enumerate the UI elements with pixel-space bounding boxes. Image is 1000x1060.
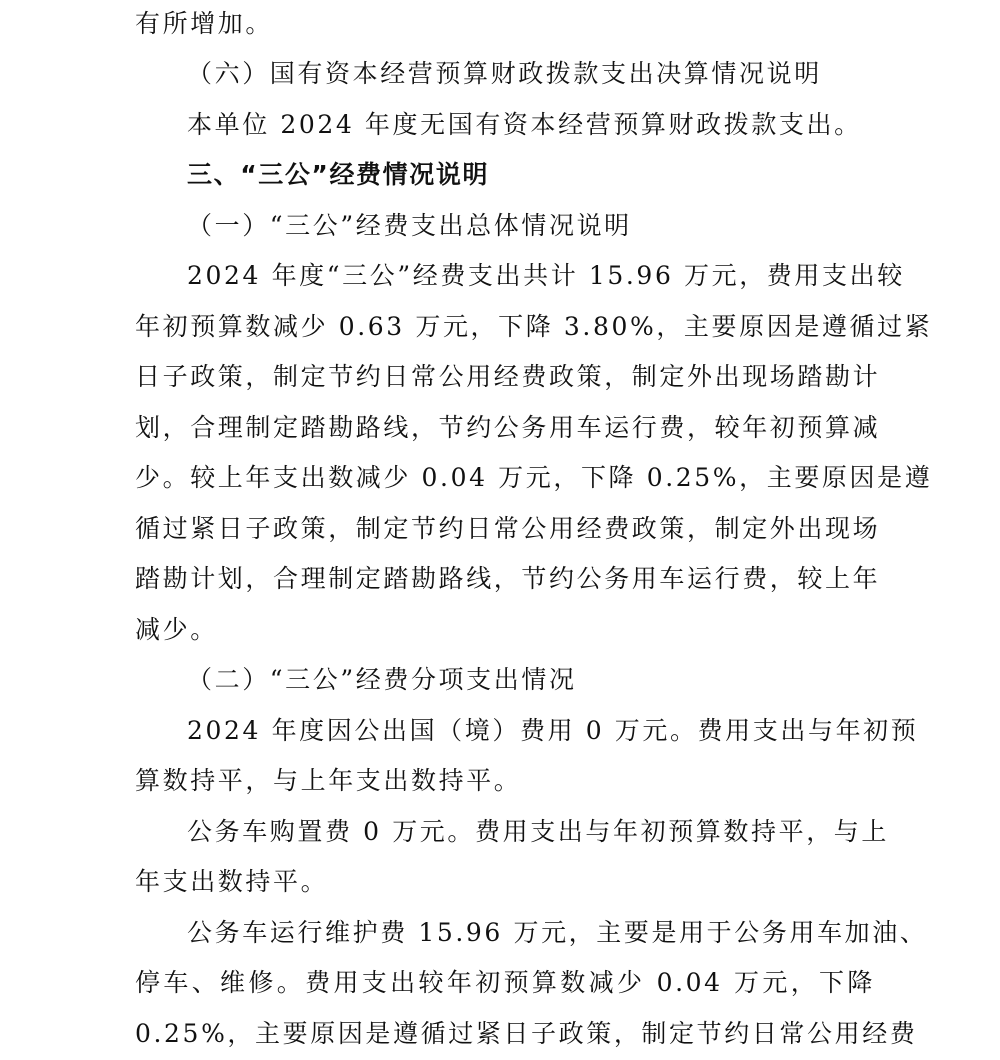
paragraph-line: 日子政策，制定节约日常公用经费政策，制定外出现场踏勘计	[135, 362, 881, 391]
paragraph-line: 0.25%，主要原因是遵循过紧日子政策，制定节约日常公用经费	[135, 1019, 918, 1048]
paragraph-line: 踏勘计划，合理制定踏勘路线，节约公务用车运行费，较上年	[135, 564, 881, 593]
paragraph-line: 循过紧日子政策，制定节约日常公用经费政策，制定外出现场	[135, 514, 881, 543]
subsection-heading-2: （二）“三公”经费分项支出情况	[187, 665, 577, 694]
paragraph-line: 年初预算数减少 0.63 万元，下降 3.80%，主要原因是遵循过紧	[135, 312, 933, 341]
paragraph-line: 年支出数持平。	[135, 867, 329, 896]
paragraph-line: 公务车购置费 0 万元。费用支出与年初预算数持平，与上	[187, 817, 890, 846]
paragraph-continuation: 有所增加。	[135, 9, 274, 38]
section-heading-3: 三、“三公”经费情况说明	[187, 160, 490, 189]
paragraph-line: 2024 年度“三公”经费支出共计 15.96 万元，费用支出较	[187, 261, 905, 290]
paragraph-line: 算数持平，与上年支出数持平。	[135, 766, 522, 795]
paragraph-line: 少。较上年支出数减少 0.04 万元，下降 0.25%，主要原因是遵	[135, 463, 933, 492]
paragraph-line: 减少。	[135, 615, 218, 644]
section-heading-6: （六）国有资本经营预算财政拨款支出决算情况说明	[187, 59, 822, 88]
paragraph-line: 2024 年度因公出国（境）费用 0 万元。费用支出与年初预	[187, 716, 919, 745]
subsection-heading-1: （一）“三公”经费支出总体情况说明	[187, 211, 632, 240]
paragraph-line: 本单位 2024 年度无国有资本经营预算财政拨款支出。	[187, 110, 862, 139]
paragraph-line: 划，合理制定踏勘路线，节约公务用车运行费，较年初预算减	[135, 413, 881, 442]
paragraph-line: 公务车运行维护费 15.96 万元，主要是用于公务用车加油、	[187, 918, 928, 947]
paragraph-line: 停车、维修。费用支出较年初预算数减少 0.04 万元，下降	[135, 968, 875, 997]
